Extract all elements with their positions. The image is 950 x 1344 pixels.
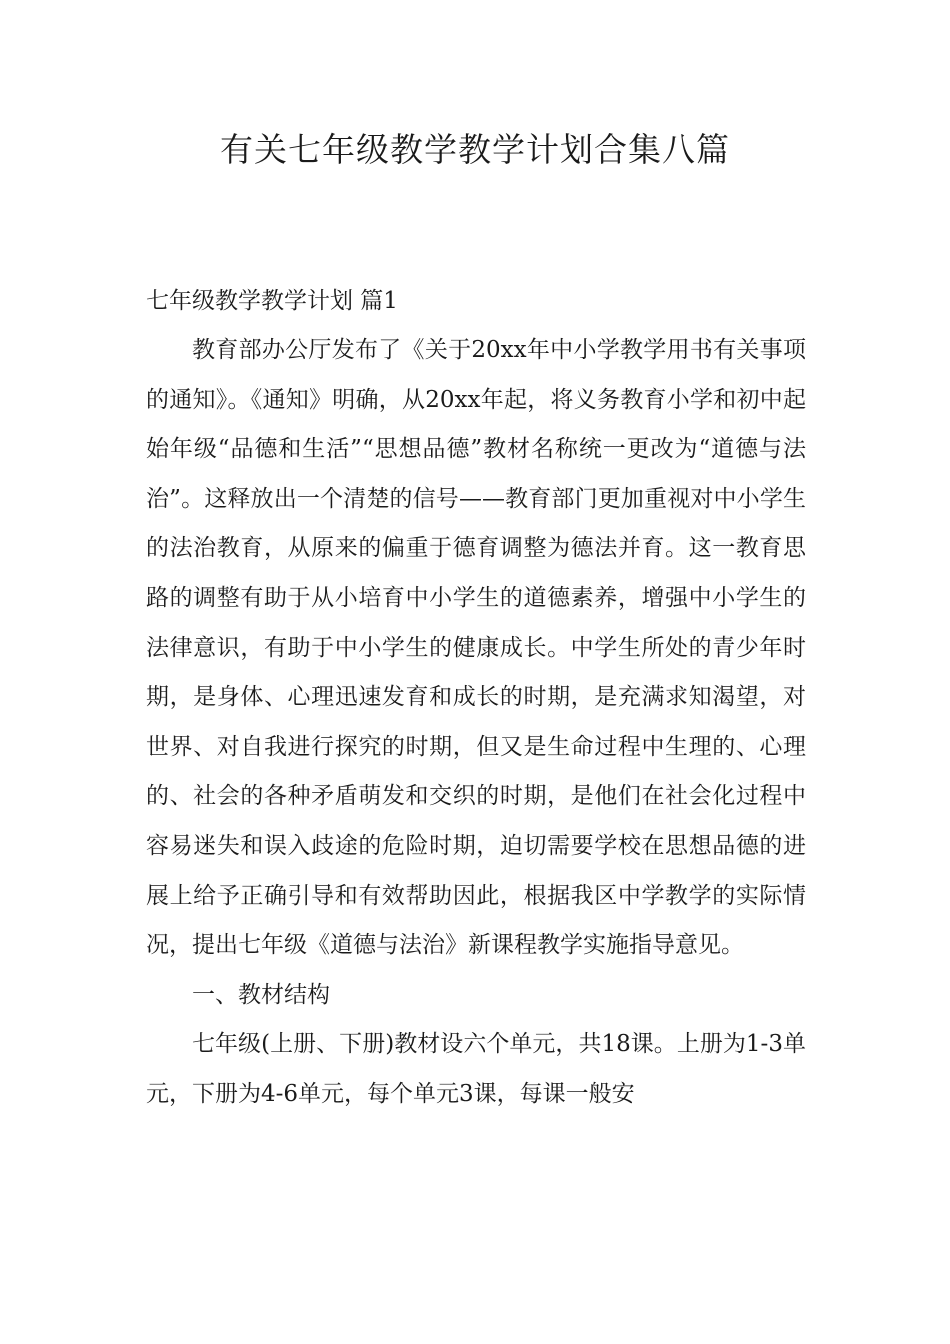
subsection-heading: 一、教材结构 — [192, 981, 330, 1008]
document-body — [146, 276, 806, 1120]
body-paragraph-structure: 七年级(上册、下册)教材设六个单元，共18课。上册为1-3单元，下册为4-6单元，每个单元3课，每课一般安 — [146, 1031, 806, 1107]
body-paragraph-intro: 教育部办公厅发布了《关于20xx年中小学教学用书有关事项的通知》。《通知》明确，从20xx年起，将义务教育小学和初中起始年级“品德和生活”“思想品德”教材名称统一更改为“道德与法治”。这释放出一个清楚的信号——教育部门更加重视对中小学生的法治教育，从原来的偏重于德育调整为德法并育。这一教育思路的调整有助于从小培育中小学生的道德素养，增强中小学生的法律意识，有助于中小学生的健康成长。中学生所处的青少年时期，是身体、心理迅速发育和成长的时期，是充满求知渴望，对世界、对自我进行探究的时期，但又是生命过程中生理的、心理的、社会的各种矛盾萌发和交织的时期，是他们在社会化过程中容易迷失和误入歧途的危险时期，迫切需要学校在思想品德的进展上给予正确引导和有效帮助因此，根据我区中学教学的实际情况，提出七年级《道德与法治》新课程教学实施指导意见。 — [146, 337, 806, 959]
section-heading: 七年级教学教学计划 篇1 — [146, 288, 398, 314]
document-title: 有关七年级教学教学计划合集八篇 — [220, 130, 730, 169]
